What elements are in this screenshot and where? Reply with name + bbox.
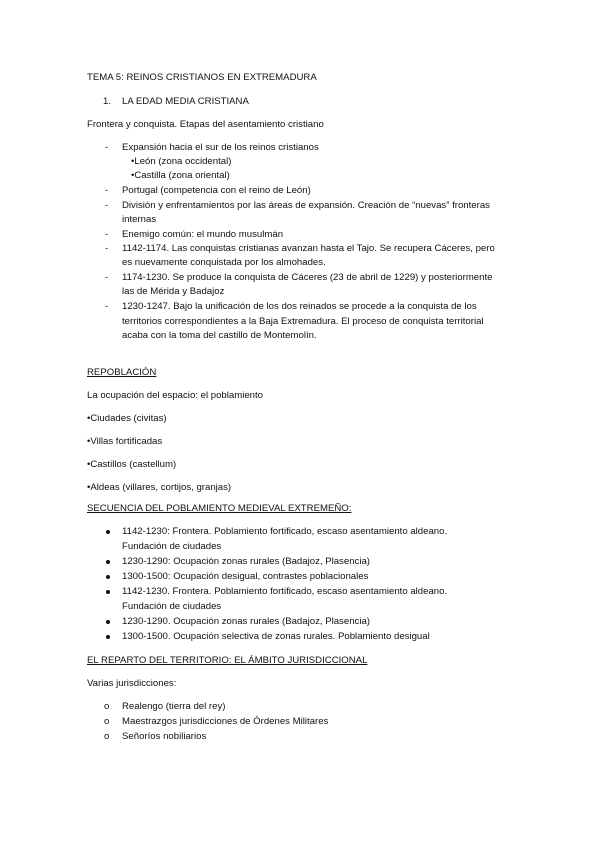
secuencia-item: 1230-1290: Ocupación zonas rurales (Badajoz, Plasencia) [122, 556, 370, 567]
repoblacion-item: •Villas fortificadas [87, 436, 163, 447]
bullet-icon [106, 590, 110, 594]
circle-bullet-icon: o [104, 731, 110, 742]
reparto-intro: Varias jurisdicciones: [87, 678, 177, 689]
list-item-continuation: internas [122, 214, 157, 225]
dash-marker: - [105, 229, 109, 240]
list-item-continuation: territorios correspondientes a la Baja Extremadura. El proceso de conquista territorial [122, 316, 484, 327]
list-item: Enemigo común: el mundo musulmán [122, 229, 284, 240]
list-item-continuation: las de Mérida y Badajoz [122, 286, 225, 297]
secuencia-item: 1300-1500: Ocupación desigual, contrastes poblacionales [122, 571, 369, 582]
document-title: TEMA 5: REINOS CRISTIANOS EN EXTREMADURA [87, 72, 317, 83]
reparto-item: Maestrazgos jurisdicciones de Órdenes Militares [122, 716, 329, 727]
reparto-item: Realengo (tierra del rey) [122, 701, 226, 712]
list-subitem: •Castilla (zona oriental) [131, 170, 230, 181]
list-item: Expansión hacia el sur de los reinos cristianos [122, 142, 319, 153]
section-heading: LA EDAD MEDIA CRISTIANA [122, 96, 249, 107]
dash-marker: - [105, 243, 109, 254]
reparto-heading: EL REPARTO DEL TERRITORIO: EL ÁMBITO JURISDICCIONAL [87, 655, 368, 666]
dash-marker: - [105, 200, 109, 211]
list-item: 1142-1174. Las conquistas cristianas avanzan hasta el Tajo. Se recupera Cáceres, pero [122, 243, 495, 254]
dash-marker: - [105, 301, 109, 312]
list-item: 1230-1247. Bajo la unificación de los dos reinados se procede a la conquista de los [122, 301, 477, 312]
circle-bullet-icon: o [104, 716, 110, 727]
secuencia-item: 1230-1290. Ocupación zonas rurales (Badajoz, Plasencia) [122, 616, 370, 627]
list-item-continuation: acaba con la toma del castillo de Montemolín. [122, 330, 317, 341]
section-intro: Frontera y conquista. Etapas del asentamiento cristiano [87, 119, 324, 130]
list-item-continuation: es nuevamente conquistada por los almohades. [122, 257, 326, 268]
bullet-icon [106, 575, 110, 579]
repoblacion-item: •Castillos (castellum) [87, 459, 177, 470]
secuencia-item: 1142-1230: Frontera. Poblamiento fortificado, escaso asentamiento aldeano. [122, 526, 448, 537]
secuencia-item: 1300-1500. Ocupación selectiva de zonas rurales. Poblamiento desigual [122, 631, 430, 642]
dash-marker: - [105, 142, 109, 153]
repoblacion-item: •Aldeas (villares, cortijos, granjas) [87, 482, 232, 493]
list-item: 1174-1230. Se produce la conquista de Cáceres (23 de abril de 1229) y posteriormente [122, 272, 493, 283]
bullet-icon [106, 635, 110, 639]
list-item: Portugal (competencia con el reino de León) [122, 185, 311, 196]
secuencia-item: 1142-1230. Frontera. Poblamiento fortificado, escaso asentamiento aldeano. [122, 586, 448, 597]
secuencia-item-continuation: Fundación de ciudades [122, 601, 222, 612]
bullet-icon [106, 530, 110, 534]
bullet-icon [106, 560, 110, 564]
reparto-item: Señoríos nobiliarios [122, 731, 207, 742]
bullet-icon [106, 620, 110, 624]
secuencia-heading: SECUENCIA DEL POBLAMIENTO MEDIEVAL EXTREMEÑO: [87, 503, 352, 514]
repoblacion-heading: REPOBLACIÓN [87, 367, 157, 378]
repoblacion-intro: La ocupación del espacio: el poblamiento [87, 390, 264, 401]
section-number: 1. [103, 96, 112, 107]
dash-marker: - [105, 185, 109, 196]
repoblacion-item: •Ciudades (civitas) [87, 413, 167, 424]
list-item: División y enfrentamientos por las áreas de expansión. Creación de “nuevas” fronteras [122, 200, 490, 211]
circle-bullet-icon: o [104, 701, 110, 712]
secuencia-item-continuation: Fundación de ciudades [122, 541, 222, 552]
list-subitem: •León (zona occidental) [131, 156, 232, 167]
dash-marker: - [105, 272, 109, 283]
